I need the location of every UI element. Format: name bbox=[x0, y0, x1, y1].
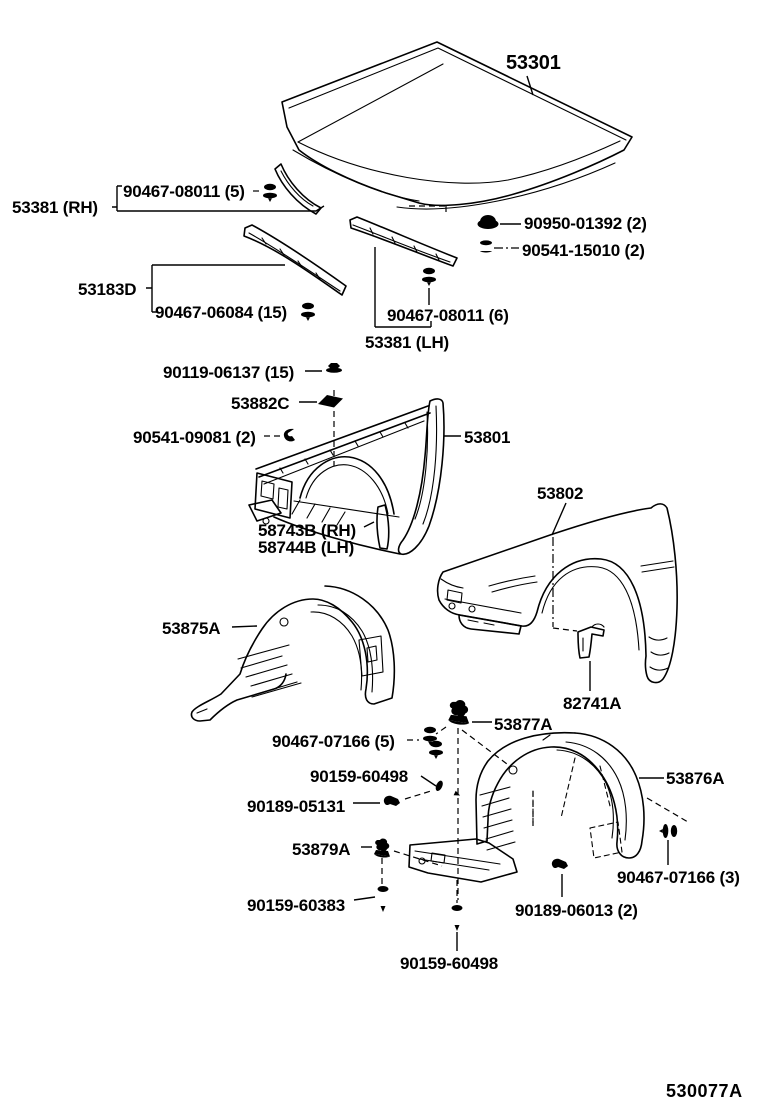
part-label-clamp: 82741A bbox=[563, 694, 622, 713]
clip-icon bbox=[301, 303, 315, 321]
cap-nut-icon bbox=[480, 240, 492, 252]
part-label-liner-rear: 53876A bbox=[666, 769, 725, 788]
fender-liner-front-drawing bbox=[191, 586, 394, 721]
clip-icon bbox=[422, 268, 436, 286]
part-label-liner-clip-upper: 53877A bbox=[494, 715, 553, 734]
part-label-hood: 53301 bbox=[506, 52, 561, 74]
clip-icon bbox=[263, 184, 277, 202]
part-label-liner-clip-lower: 53879A bbox=[292, 840, 351, 859]
part-label-liner-screw-bottom: 90159-60498 bbox=[400, 954, 499, 973]
part-label-liner-screw-clip-3: 90467-07166 (3) bbox=[617, 868, 740, 887]
tapping-screw-icon bbox=[452, 905, 463, 931]
clip-icon bbox=[284, 429, 295, 442]
part-label-molding-rh: 53381 (RH) bbox=[12, 198, 98, 217]
clamp-drawing bbox=[578, 624, 604, 658]
bent-clip-icon bbox=[384, 796, 400, 806]
part-label-cowl-panel: 53183D bbox=[78, 280, 137, 299]
hood-molding-rh-drawing bbox=[275, 164, 321, 214]
spacer-pad-icon bbox=[318, 395, 343, 408]
part-label-molding-clip-lh: 90467-08011 (6) bbox=[387, 306, 509, 325]
part-label-nut: 90541-15010 (2) bbox=[522, 241, 645, 260]
part-label-fender-apron: 53801 bbox=[464, 428, 511, 447]
part-label-front-fender: 53802 bbox=[537, 484, 584, 503]
tapping-screw-icon bbox=[378, 886, 389, 912]
part-label-liner-screw-clip-5: 90467-07166 (5) bbox=[272, 732, 395, 751]
fender-liner-rear-drawing bbox=[409, 733, 644, 882]
protector-drawing bbox=[377, 505, 389, 549]
front-fender-drawing bbox=[438, 504, 678, 683]
part-label-grommet: 90950-01392 (2) bbox=[524, 214, 647, 233]
hex-bolt-icon bbox=[326, 363, 342, 384]
part-label-protector-lh: 58744B (LH) bbox=[258, 538, 355, 557]
clip-icon bbox=[659, 824, 677, 838]
part-label-cowl-clip: 90467-06084 (15) bbox=[155, 303, 287, 322]
part-label-liner-clip-bottom: 90189-06013 (2) bbox=[515, 901, 638, 920]
grommet-icon bbox=[478, 215, 499, 229]
part-label-molding-lh: 53381 (LH) bbox=[365, 333, 449, 352]
hood-molding-lh-drawing bbox=[350, 217, 457, 266]
part-label-liner-screw-upper: 90159-60498 bbox=[310, 767, 409, 786]
bent-clip-icon bbox=[552, 859, 568, 869]
part-label-molding-clip-rh: 90467-08011 (5) bbox=[123, 182, 245, 201]
wing-clip-icon bbox=[448, 700, 469, 725]
part-label-liner-clip-front: 90189-05131 bbox=[247, 797, 346, 816]
part-label-apron-pad: 53882C bbox=[231, 394, 290, 413]
hood-drawing bbox=[282, 42, 632, 209]
part-label-apron-bolt: 90119-06137 (15) bbox=[163, 363, 295, 382]
wing-clip-icon bbox=[374, 839, 390, 858]
part-label-apron-clip: 90541-09081 (2) bbox=[133, 428, 256, 447]
clip-icon bbox=[429, 741, 443, 759]
part-label-protector-rh: 58743B (RH) bbox=[258, 521, 356, 540]
part-label-liner-front: 53875A bbox=[162, 619, 221, 638]
cowl-top-panel-drawing bbox=[244, 225, 346, 295]
figure-code: 530077A bbox=[666, 1081, 743, 1101]
part-label-liner-screw-left: 90159-60383 bbox=[247, 896, 346, 915]
